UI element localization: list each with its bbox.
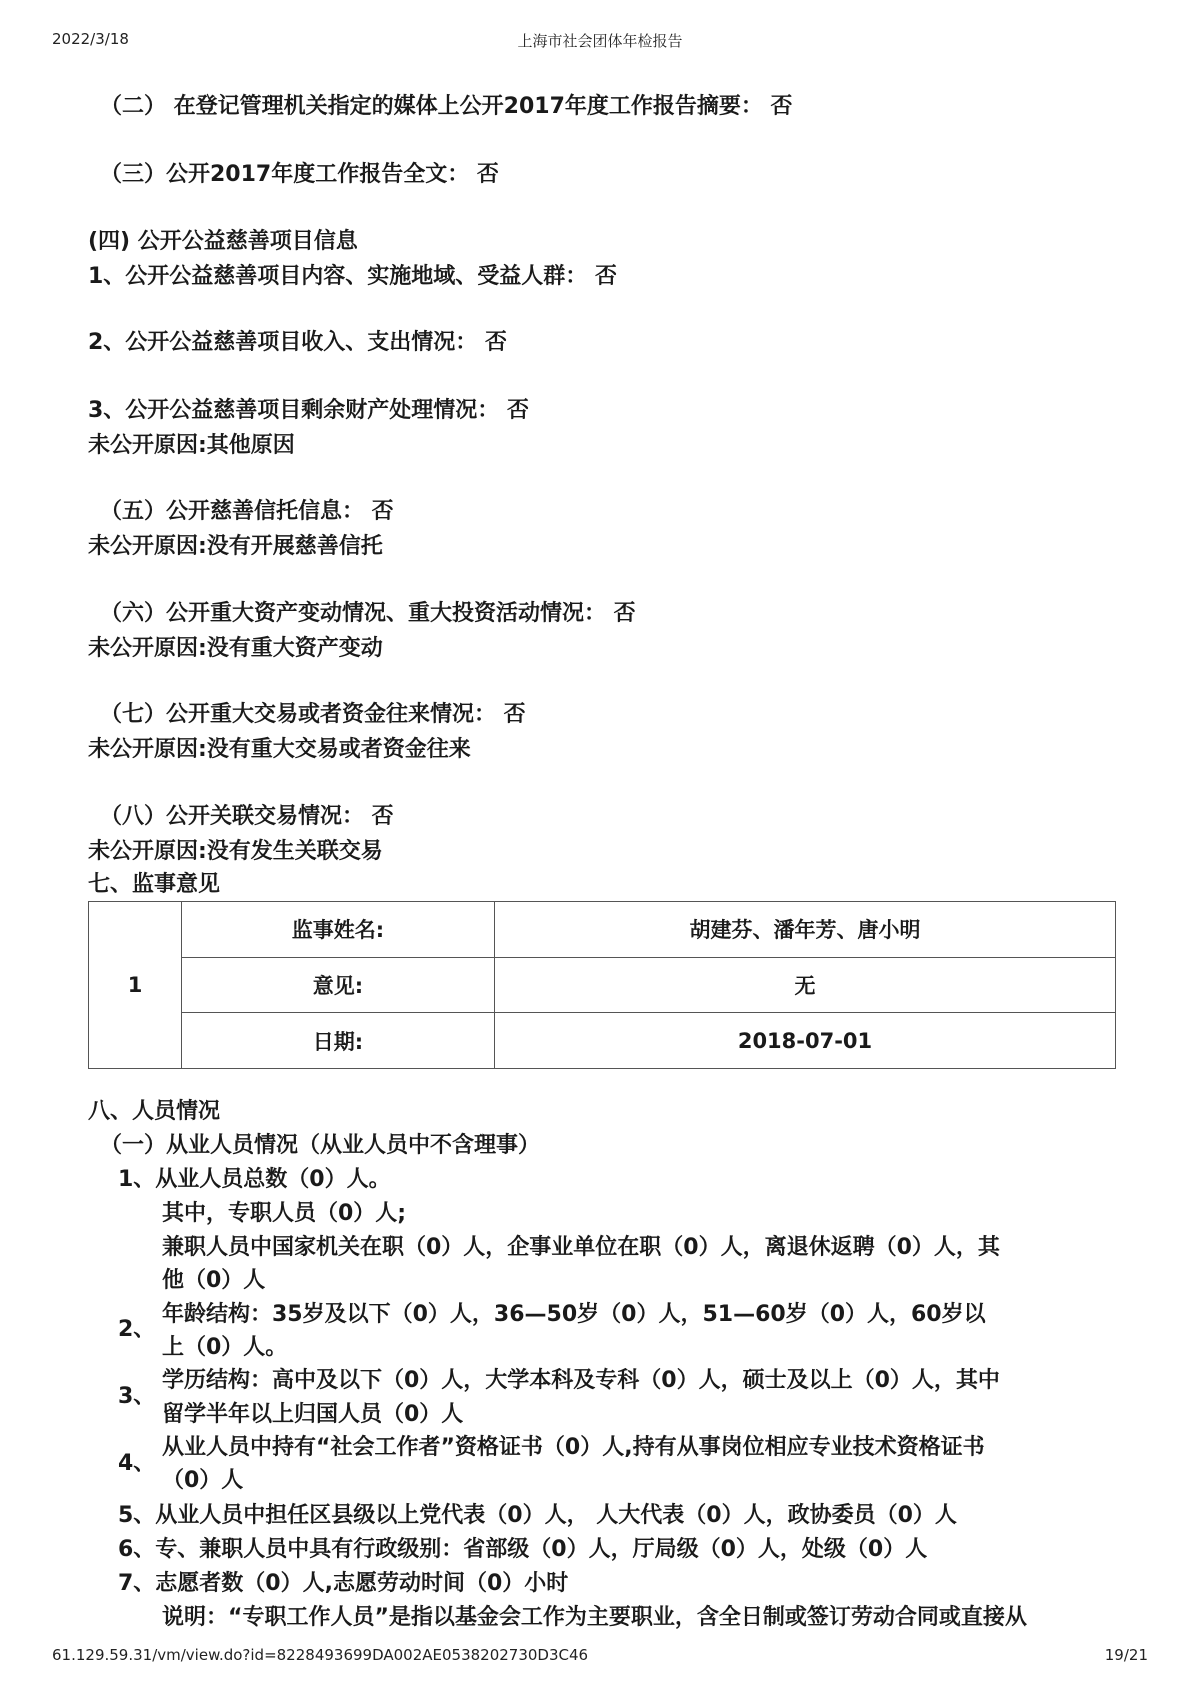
supervisor-name-label: 监事姓名: [182, 902, 495, 958]
opinion-label: 意见: [182, 957, 495, 1013]
charity-project-surplus: 3、公开公益慈善项目剩余财产处理情况： 否 [88, 398, 529, 423]
major-transaction: （七）公开重大交易或者资金往来情况： 否 [100, 702, 526, 727]
date-label: 日期: [182, 1013, 495, 1069]
certificate-holders: 从业人员中持有“社会工作者”资格证书（0）人,持有从事岗位相应专业技术资格证书 [162, 1435, 985, 1460]
employee-total: 1、从业人员总数（0）人。 [118, 1167, 391, 1192]
disclosure-summary: （二） 在登记管理机关指定的媒体上公开2017年度工作报告摘要： 否 [100, 94, 793, 119]
related-transaction-reason: 未公开原因:没有发生关联交易 [88, 839, 383, 864]
header-title: 上海市社会团体年检报告 [517, 32, 683, 50]
education-structure: 学历结构：高中及以下（0）人，大学本科及专科（0）人，硕士及以上（0）人，其中 [162, 1368, 1000, 1393]
section-supervisor-opinion: 七、监事意见 [88, 872, 221, 897]
employee-fulltime: 其中，专职人员（0）人; [162, 1201, 407, 1226]
item-number-3: 3、 [118, 1384, 156, 1409]
footer-page-number: 19/21 [1104, 1646, 1148, 1664]
table-row [89, 1013, 1116, 1069]
table-row [89, 902, 1116, 958]
item-number-4: 4、 [118, 1451, 156, 1476]
supervisor-name-value: 胡建芬、潘年芳、唐小明 [495, 902, 1116, 958]
administrative-rank: 6、专、兼职人员中具有行政级别：省部级（0）人，厅局级（0）人，处级（0）人 [118, 1537, 928, 1562]
employee-heading: （一）从业人员情况（从业人员中不含理事） [100, 1133, 541, 1158]
disclosure-full-report: （三）公开2017年度工作报告全文： 否 [100, 162, 499, 187]
item-number-2: 2、 [118, 1317, 156, 1342]
education-structure-cont: 留学半年以上归国人员（0）人 [162, 1402, 464, 1427]
major-asset-change: （六）公开重大资产变动情况、重大投资活动情况： 否 [100, 601, 636, 626]
charity-project-content: 1、公开公益慈善项目内容、实施地域、受益人群： 否 [88, 264, 617, 289]
representatives: 5、从业人员中担任区县级以上党代表（0）人， 人大代表（0）人，政协委员（0）人 [118, 1503, 957, 1528]
opinion-value: 无 [495, 957, 1116, 1013]
charity-trust-reason: 未公开原因:没有开展慈善信托 [88, 534, 383, 559]
header-date: 2022/3/18 [52, 30, 129, 48]
date-value: 2018-07-01 [495, 1013, 1116, 1069]
major-asset-change-reason: 未公开原因:没有重大资产变动 [88, 636, 383, 661]
footer-url: 61.129.59.31/vm/view.do?id=8228493699DA002AE0538202730D3C46 [52, 1646, 589, 1664]
employee-parttime: 兼职人员中国家机关在职（0）人，企事业单位在职（0）人，离退休返聘（0）人，其 [162, 1235, 1000, 1260]
major-transaction-reason: 未公开原因:没有重大交易或者资金往来 [88, 737, 471, 762]
volunteers: 7、志愿者数（0）人,志愿劳动时间（0）小时 [118, 1571, 569, 1596]
section-personnel: 八、人员情况 [88, 1099, 221, 1124]
supervisor-table [88, 901, 1116, 1069]
age-structure: 年龄结构：35岁及以下（0）人，36—50岁（0）人，51—60岁（0）人，60岁以 [162, 1302, 986, 1327]
charity-project-surplus-reason: 未公开原因:其他原因 [88, 433, 295, 458]
table-row [89, 957, 1116, 1013]
supervisor-index: 1 [89, 902, 182, 1069]
charity-project-heading: (四) 公开公益慈善项目信息 [88, 229, 358, 254]
related-transaction: （八）公开关联交易情况： 否 [100, 804, 394, 829]
age-structure-cont: 上（0）人。 [162, 1335, 288, 1360]
charity-project-income: 2、公开公益慈善项目收入、支出情况： 否 [88, 330, 507, 355]
employee-parttime-cont: 他（0）人 [162, 1268, 266, 1293]
note: 说明：“专职工作人员”是指以基金会工作为主要职业，含全日制或签订劳动合同或直接从 [162, 1605, 1027, 1630]
certificate-holders-cont: （0）人 [162, 1468, 244, 1493]
charity-trust: （五）公开慈善信托信息： 否 [100, 499, 394, 524]
